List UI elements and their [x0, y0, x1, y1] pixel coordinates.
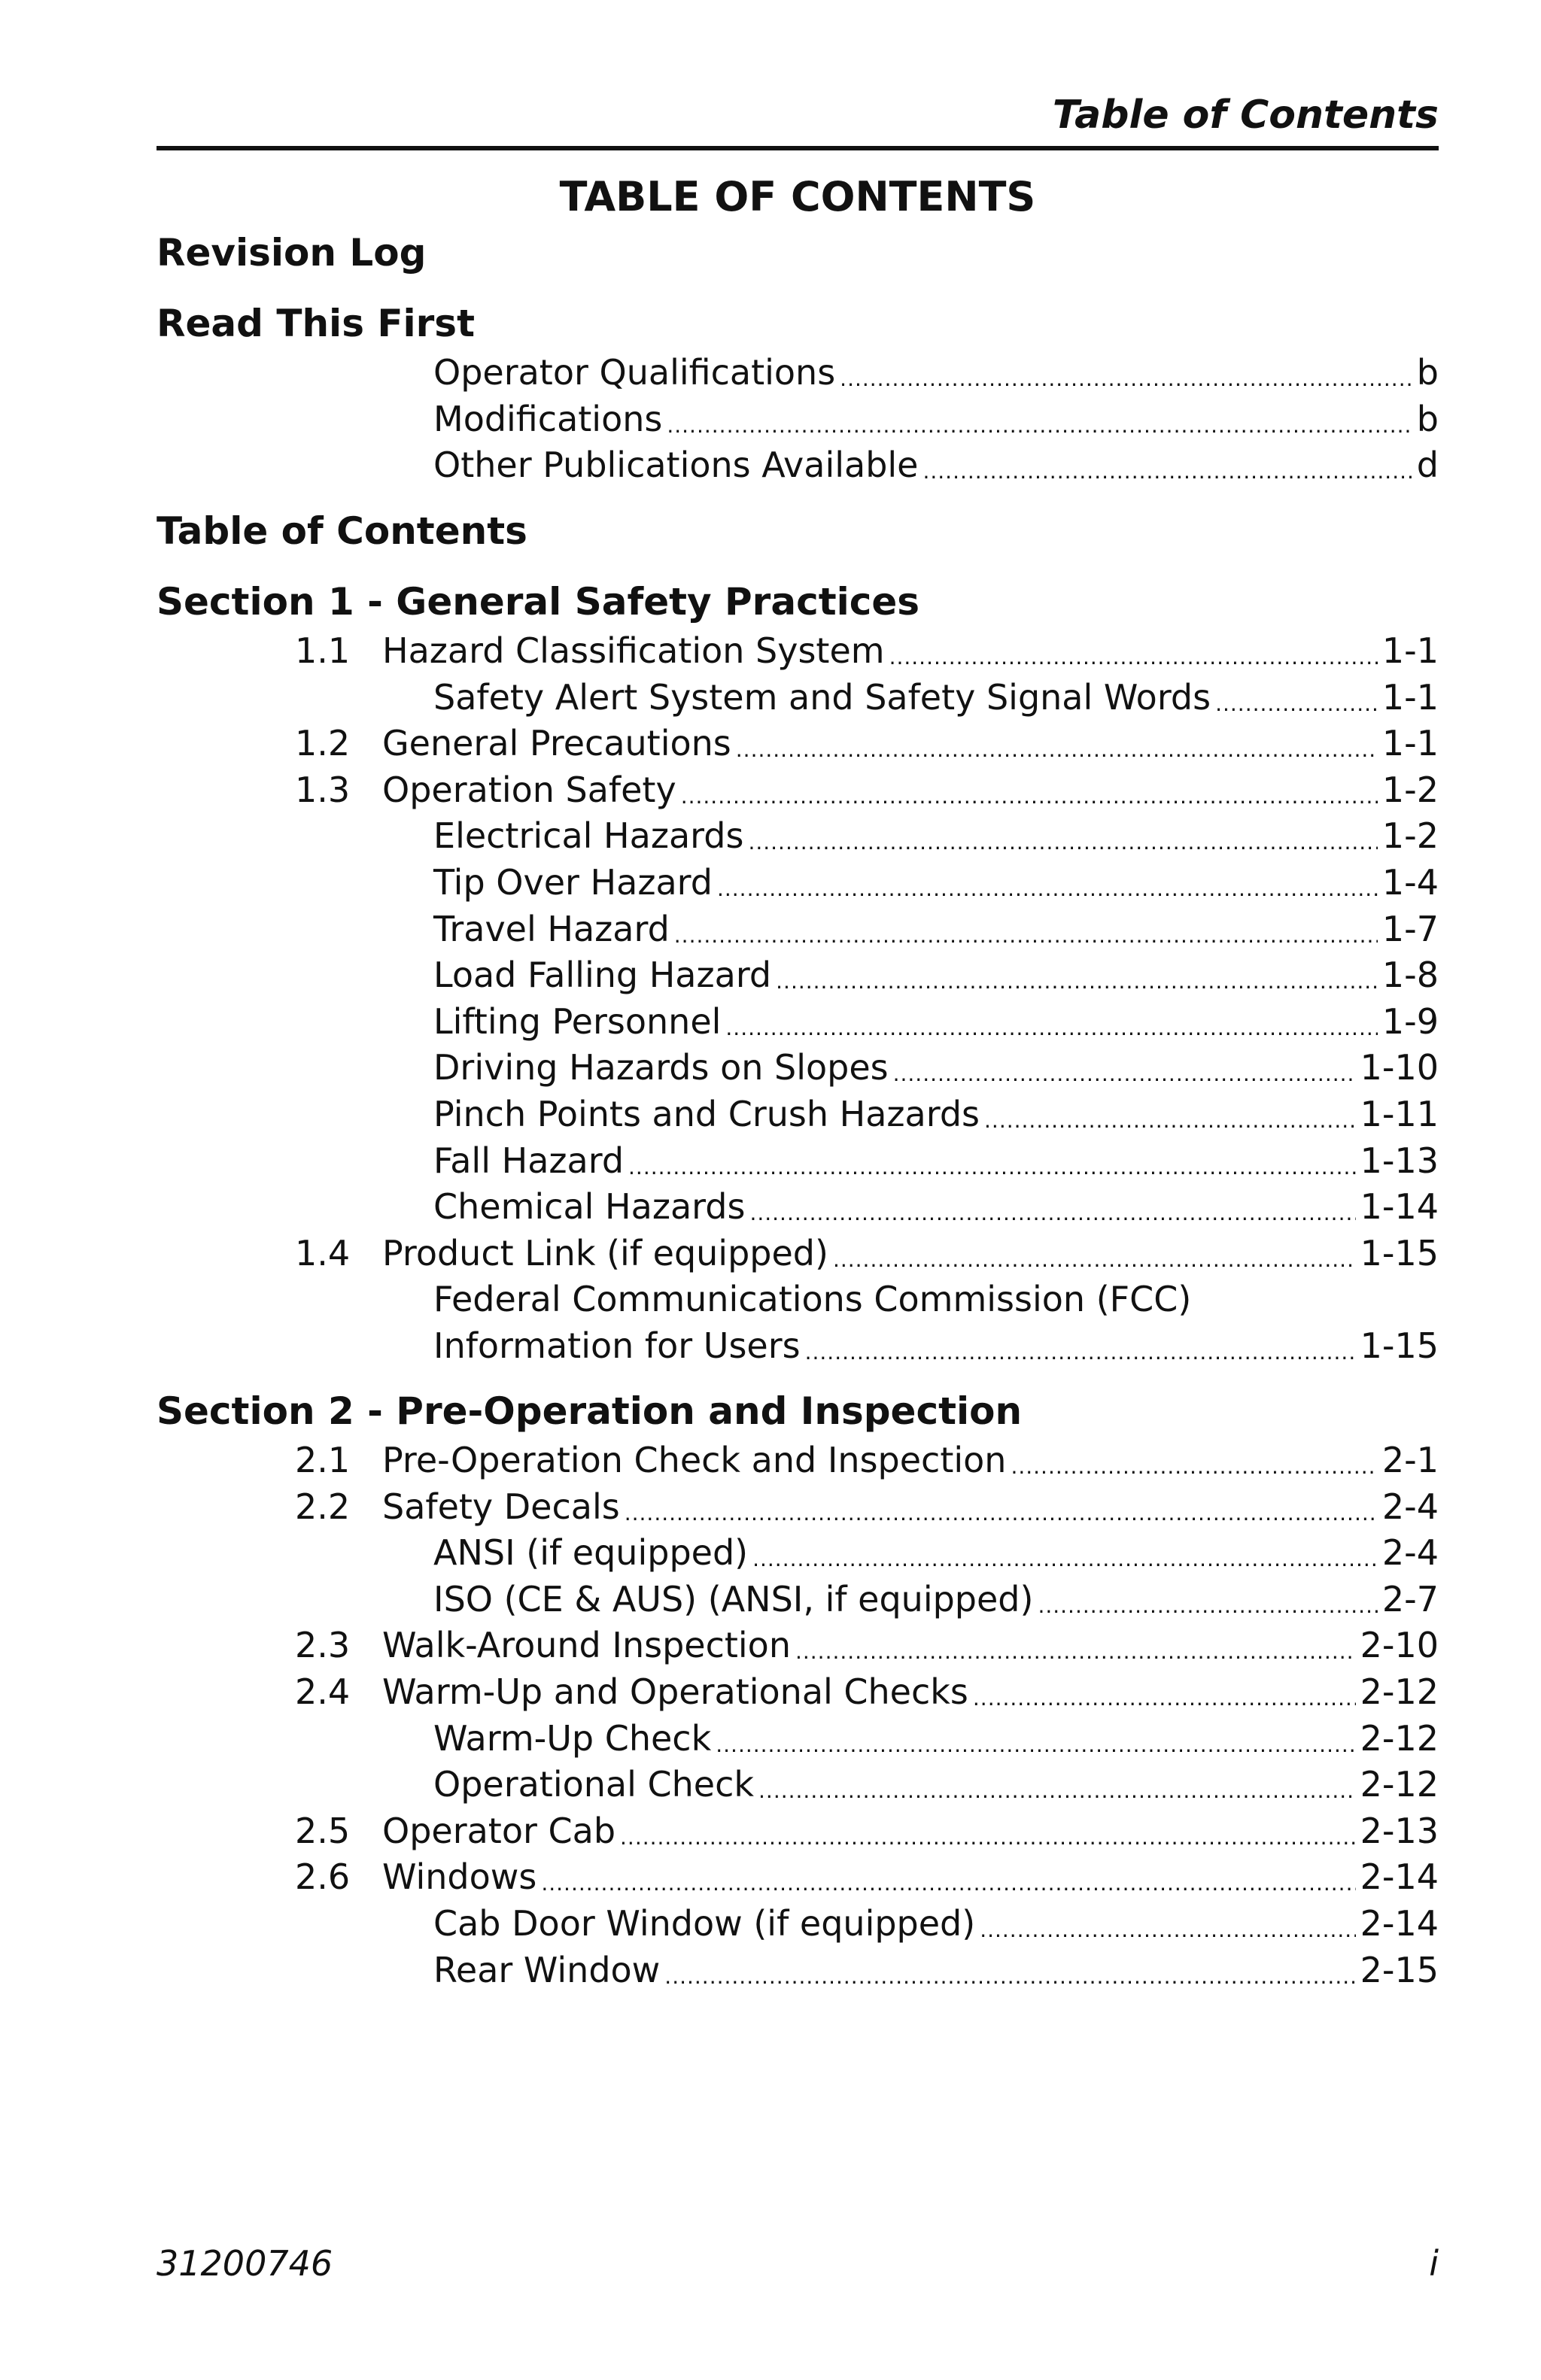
toc-entry-page: 2-12	[1360, 1717, 1439, 1759]
toc-entry-label: Pinch Points and Crush Hazards	[433, 1094, 980, 1134]
toc-entry-page: 1-15	[1360, 1232, 1439, 1273]
page-title: TABLE OF CONTENTS	[559, 173, 1036, 220]
toc-entry-number: 2.3	[295, 1625, 351, 1666]
toc-entry-page: 1-11	[1360, 1094, 1439, 1134]
toc-entry-label: General Precautions	[382, 723, 731, 764]
toc-entry[interactable]	[433, 1900, 1439, 1947]
toc-entry-page: 1-1	[1381, 630, 1439, 671]
toc-entry-label: Travel Hazard	[433, 908, 670, 949]
toc-entry[interactable]	[433, 396, 1439, 442]
toc-entry[interactable]	[382, 1622, 1439, 1668]
toc-entry[interactable]	[382, 1230, 1439, 1277]
toc-entry-number: 1.1	[295, 630, 351, 671]
toc-entry-page: 2-10	[1360, 1625, 1439, 1666]
toc-entry[interactable]	[382, 627, 1439, 674]
toc-entry-label: Pre-Operation Check and Inspection	[382, 1440, 1007, 1480]
toc-section-revision-log[interactable]: Revision Log	[157, 231, 427, 275]
toc-entry-label: Load Falling Hazard	[433, 955, 772, 996]
footer-doc-number: 31200746	[157, 2243, 333, 2284]
toc-entry-page: 2-7	[1381, 1578, 1439, 1620]
toc-entry-number: 2.2	[295, 1486, 351, 1527]
toc-entry[interactable]	[382, 1853, 1439, 1900]
toc-entry-label: Operator Qualifications	[433, 352, 836, 393]
toc-entry-page: b	[1416, 352, 1439, 393]
toc-entry-page: 1-8	[1381, 955, 1439, 996]
toc-entry-label: Modifications	[433, 398, 663, 439]
toc-entry[interactable]	[433, 998, 1439, 1045]
dot-leader	[922, 443, 1412, 495]
toc-entry-page: 2-14	[1360, 1903, 1439, 1944]
toc-entry-label: Chemical Hazards	[433, 1186, 746, 1228]
toc-entry-label: Operator Cab	[382, 1810, 616, 1851]
toc-entry[interactable]	[433, 674, 1439, 721]
toc-entry-page: 2-12	[1360, 1671, 1439, 1712]
toc-entry-number: 2.6	[295, 1856, 351, 1898]
toc-entry-page: 2-4	[1381, 1486, 1439, 1527]
toc-entry[interactable]	[382, 1808, 1439, 1854]
toc-entry-label: Information for Users	[433, 1325, 801, 1366]
toc-entry[interactable]	[433, 1183, 1439, 1230]
toc-entry[interactable]	[433, 1529, 1439, 1576]
toc-entry[interactable]	[382, 1668, 1439, 1715]
toc-entry-page: 1-15	[1360, 1325, 1439, 1366]
toc-entry-label: Other Publications Available	[433, 445, 919, 486]
toc-entry[interactable]	[382, 720, 1439, 767]
toc-entry[interactable]	[433, 1947, 1439, 1993]
toc-entry-page: 1-4	[1381, 862, 1439, 903]
toc-entry[interactable]	[433, 1044, 1439, 1091]
toc-entry-label: Operational Check	[433, 1764, 755, 1805]
toc-entry[interactable]	[382, 1483, 1439, 1530]
toc-entry[interactable]	[433, 1091, 1439, 1137]
toc-entry-page: 2-1	[1381, 1440, 1439, 1480]
toc-entry-page: 1-1	[1381, 676, 1439, 718]
toc-entry-label: Cab Door Window (if equipped)	[433, 1903, 976, 1944]
toc-entry[interactable]	[433, 859, 1439, 906]
toc-entry[interactable]	[433, 1137, 1439, 1184]
toc-entry[interactable]	[433, 349, 1439, 396]
toc-entry-label: ANSI (if equipped)	[433, 1532, 749, 1574]
toc-entry[interactable]	[433, 442, 1439, 488]
toc-entry-label: Electrical Hazards	[433, 815, 744, 857]
toc-entry-label: Rear Window	[433, 1949, 661, 1990]
toc-entry-label: Tip Over Hazard	[433, 862, 713, 903]
toc-entry-number: 1.2	[295, 723, 351, 764]
toc-entry-page: 2-15	[1360, 1949, 1439, 1990]
toc-entry[interactable]	[433, 1576, 1439, 1623]
toc-entry-page: 1-14	[1360, 1186, 1439, 1228]
toc-entry-number: 2.4	[295, 1671, 351, 1712]
toc-entry[interactable]	[433, 812, 1439, 859]
toc-entry-label: Operation Safety	[382, 769, 676, 810]
toc-entry-page: 2-13	[1360, 1810, 1439, 1851]
toc-entry-page: 2-12	[1360, 1764, 1439, 1805]
toc-entry-page: 1-2	[1381, 815, 1439, 857]
toc-entry[interactable]	[433, 906, 1439, 952]
toc-entry-label: Fall Hazard	[433, 1140, 625, 1181]
toc-entry[interactable]	[433, 952, 1439, 998]
toc-entry-label: Walk-Around Inspection	[382, 1625, 791, 1666]
toc-entry-label: Safety Alert System and Safety Signal Words	[433, 676, 1211, 718]
toc-entry-page: 1-9	[1381, 1000, 1439, 1042]
toc-entry-page: d	[1416, 445, 1439, 486]
footer-page-number: i	[1429, 2243, 1439, 2284]
toc-entry-label: Warm-Up Check	[433, 1717, 712, 1759]
toc-entry-page: 1-10	[1360, 1047, 1439, 1088]
toc-entry-label: Driving Hazards on Slopes	[433, 1047, 889, 1088]
toc-section-2[interactable]: Section 2 - Pre-Operation and Inspection	[157, 1389, 1023, 1433]
dot-leader	[664, 1948, 1355, 2000]
toc-entry-number: 1.4	[295, 1232, 351, 1273]
toc-entry[interactable]	[433, 1322, 1439, 1369]
toc-entry[interactable]	[433, 1761, 1439, 1808]
toc-entry[interactable]	[382, 1437, 1439, 1483]
toc-entry-page: 1-13	[1360, 1140, 1439, 1181]
toc-entry-page: 1-1	[1381, 723, 1439, 764]
toc-entry-number: 2.5	[295, 1810, 351, 1851]
toc-entry-page: 1-2	[1381, 769, 1439, 810]
running-header: Table of Contents	[1052, 93, 1439, 138]
dot-leader	[805, 1324, 1356, 1376]
toc-entry-label-line1[interactable]: Federal Communications Commission (FCC)	[433, 1279, 1192, 1320]
toc-entry-label: Warm-Up and Operational Checks	[382, 1671, 968, 1712]
toc-entry-label: Product Link (if equipped)	[382, 1232, 828, 1273]
toc-entry-page: 1-7	[1381, 908, 1439, 949]
toc-section-1[interactable]: Section 1 - General Safety Practices	[157, 580, 920, 624]
toc-section-table-of-contents[interactable]: Table of Contents	[157, 509, 527, 553]
toc-entry[interactable]	[433, 1715, 1439, 1762]
toc-entry[interactable]	[382, 767, 1439, 813]
toc-entry-label: Lifting Personnel	[433, 1000, 722, 1042]
toc-entry-page: 2-14	[1360, 1856, 1439, 1898]
toc-entry-label: ISO (CE & AUS) (ANSI, if equipped)	[433, 1578, 1034, 1620]
toc-entry-number: 2.1	[295, 1440, 351, 1480]
toc-entry-page: 2-4	[1381, 1532, 1439, 1574]
toc-entry-label: Windows	[382, 1856, 537, 1898]
toc-entry-label: Safety Decals	[382, 1486, 620, 1527]
toc-entry-page: b	[1416, 398, 1439, 439]
toc-entry-label: Hazard Classification System	[382, 630, 885, 671]
toc-entry-number: 1.3	[295, 769, 351, 810]
toc-section-read-this-first[interactable]: Read This First	[157, 302, 475, 345]
